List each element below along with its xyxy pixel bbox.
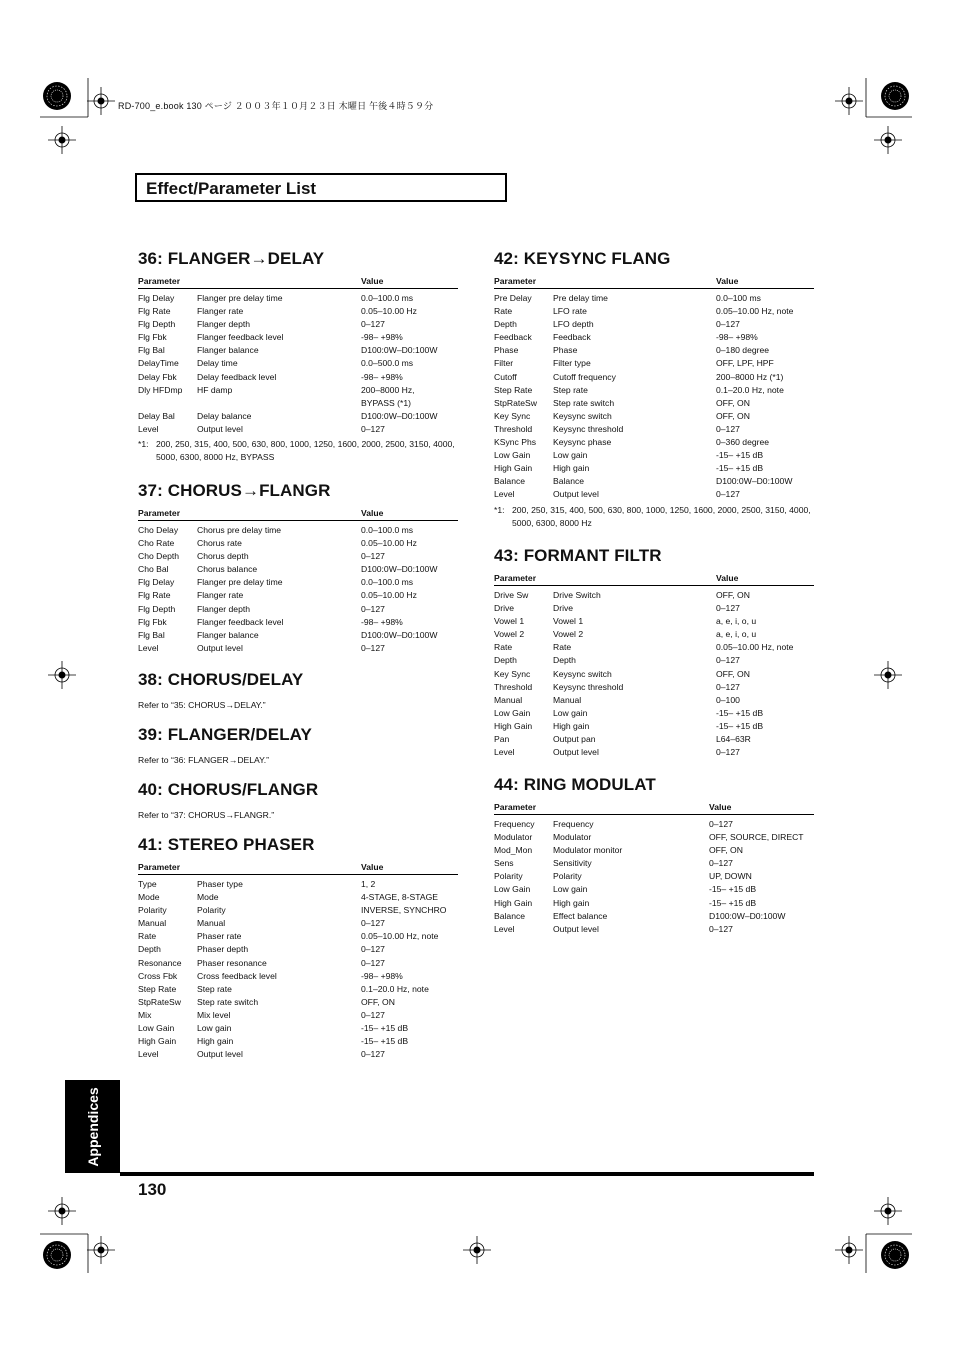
param-value: 0.0–500.0 ms [361,358,414,369]
param-abbrev: Manual [138,918,167,929]
param-description: Step rate switch [553,397,615,408]
side-tab-label: Appendices [84,1086,101,1167]
param-description: Flanger feedback level [197,616,284,627]
param-description: Depth [553,655,576,666]
param-value: 0–127 [709,819,733,829]
param-value: 0–127 [361,642,385,653]
param-description: Feedback [553,332,591,343]
param-value: 0–127 [361,319,385,330]
param-description: Delay balance [197,410,252,421]
param-description: Drive [553,603,574,614]
param-abbrev: Flg Fbk [138,332,167,343]
param-value: 0–127 [361,1049,385,1060]
param-description: Mode [197,892,219,903]
param-value: D100:0W–D0:100W [716,476,793,487]
param-value: -98– +98% [361,616,403,627]
param-abbrev: Cross Fbk [138,970,178,981]
param-value: D100:0W–D0:100W [361,629,438,640]
param-value: -98– +98% [361,970,403,981]
param-description: Keysync switch [553,668,612,679]
param-value: D100:0W–D0:100W [361,345,438,356]
param-value: OFF, ON [709,845,743,856]
param-abbrev: Pan [494,734,510,745]
param-value: OFF, ON [716,410,750,421]
param-description: Keysync switch [553,410,612,421]
param-value: INVERSE, SYNCHRO [361,905,447,916]
param-abbrev: Delay Bal [138,410,175,421]
param-abbrev: Depth [494,319,517,330]
param-abbrev: Cutoff [494,371,517,382]
param-value: -15– +15 dB [709,884,757,895]
param-value: 0–127 [716,747,740,758]
param-value: 1, 2 [361,879,376,889]
param-value: 0–127 [716,603,740,614]
param-description: LFO depth [553,319,594,330]
param-value: OFF, SOURCE, DIRECT [709,832,804,843]
param-abbrev: Threshold [494,423,533,434]
param-value: OFF, LPF, HPF [716,358,774,369]
param-abbrev: Filter [494,358,514,369]
param-abbrev: Rate [494,642,513,653]
param-description: High gain [553,463,590,474]
param-description: Sensitivity [553,858,592,869]
param-abbrev: Level [494,747,515,758]
param-description: Phaser rate [197,931,242,942]
param-value: 4-STAGE, 8-STAGE [361,892,439,903]
param-abbrev: Flg Bal [138,345,165,356]
param-description: Low gain [553,450,588,461]
registration-cross-icon [48,126,76,154]
param-description: Output level [197,423,243,434]
param-value: a, e, i, o, u [716,629,757,640]
param-description: Step rate [197,983,232,994]
param-description: Keysync threshold [553,423,624,434]
param-value: -15– +15 dB [716,720,764,731]
block-title: 38: CHORUS/DELAY [138,670,304,689]
param-value: 0.0–100.0 ms [361,525,414,535]
param-value: -98– +98% [361,371,403,382]
param-description: Low gain [553,884,588,895]
param-value: OFF, ON [361,996,395,1007]
param-value: 0–127 [716,655,740,666]
block-title: 41: STEREO PHASER [138,835,315,854]
param-description: Low gain [553,707,588,718]
param-value: 0–127 [361,1009,385,1020]
param-description: Phaser type [197,879,243,889]
param-value: 0–127 [709,923,733,934]
column-header-value: Value [716,573,814,586]
param-abbrev: Flg Rate [138,590,171,601]
param-description: Output level [553,747,599,758]
registration-cross-icon [874,126,902,154]
param-description: Flanger pre delay time [197,577,283,588]
block-title: 37: CHORUS→FLANGR [138,481,331,500]
print-header: RD-700_e.book 130 ページ ２００３年１０月２３日 木曜日 午後４時５９分 [118,101,434,111]
param-description: Vowel 2 [553,629,584,640]
param-abbrev: Delay Fbk [138,371,177,382]
param-abbrev: Cho Depth [138,551,180,562]
param-description: Rate [553,642,572,653]
column-header-parameter: Parameter [138,276,197,289]
refer-text: Refer to “37: CHORUS→FLANGR.” [138,810,275,820]
param-abbrev: Low Gain [138,1023,175,1034]
param-abbrev: StpRateSw [138,996,181,1007]
param-abbrev: Sens [494,858,514,869]
param-value: D100:0W–D0:100W [361,410,438,421]
param-description: LFO rate [553,306,587,317]
param-abbrev: Polarity [494,871,523,882]
param-abbrev: Frequency [494,819,535,829]
param-value: -15– +15 dB [709,897,757,908]
param-abbrev: Balance [494,476,526,487]
param-abbrev: Level [138,642,159,653]
param-description: Keysync threshold [553,681,624,692]
param-description: Manual [197,918,226,929]
param-abbrev: Cho Delay [138,525,179,535]
param-value: 0.05–10.00 Hz [361,538,417,549]
param-abbrev: Dly HFDmp [138,384,183,395]
param-value: 0–127 [361,918,385,929]
registration-cross-icon [463,1236,491,1264]
param-description: Keysync phase [553,437,612,448]
column-header-parameter: Parameter [138,508,197,521]
param-description: Flanger feedback level [197,332,284,343]
param-description: Flanger depth [197,319,251,330]
param-abbrev: Phase [494,345,519,356]
param-value: 0.05–10.00 Hz [361,590,417,601]
param-value: 0–127 [361,944,385,955]
registration-cross-icon [835,87,863,115]
param-description: Chorus balance [197,564,258,575]
param-abbrev: Feedback [494,332,532,343]
param-value: D100:0W–D0:100W [709,910,786,921]
registration-cross-icon [874,661,902,689]
registration-cross-icon [48,661,76,689]
block-title: 43: FORMANT FILTR [494,546,662,565]
param-value: 0–127 [716,319,740,330]
param-value: L64–63R [716,734,751,745]
block-title: 39: FLANGER/DELAY [138,725,312,744]
section-title: Effect/Parameter List [146,179,317,198]
footnote-text: 200, 250, 315, 400, 500, 630, 800, 1000, 1250, 1600, 2000, 2500, 3150, 4000, 5000, 6300, 8000 Hz [512,504,811,528]
registration-cross-icon [48,1197,76,1225]
param-abbrev: Vowel 1 [494,616,525,627]
column-header-value: Value [716,276,814,289]
param-description: Step rate switch [197,996,259,1007]
param-description: Output level [553,489,599,500]
param-value: 0.1–20.0 Hz, note [361,983,429,994]
param-description: Pre delay time [553,293,608,303]
param-value: 0–127 [361,423,385,434]
param-abbrev: Drive [494,603,515,614]
param-value: 0–127 [361,551,385,562]
param-value: D100:0W–D0:100W [361,564,438,575]
column-header-value: Value [361,862,458,875]
param-abbrev: Depth [494,655,517,666]
param-value: 0–360 degree [716,437,770,448]
registration-burst-icon [881,1241,909,1269]
param-description: High gain [197,1036,234,1047]
param-description: Mix level [197,1009,231,1020]
param-abbrev: Type [138,879,157,889]
param-description: HF damp [197,384,233,395]
param-abbrev: Level [494,489,515,500]
param-abbrev: Level [138,1049,159,1060]
param-value: 0.05–10.00 Hz, note [716,306,794,317]
param-value: 0.05–10.00 Hz, note [361,931,439,942]
param-description: Phaser resonance [197,957,267,968]
param-abbrev: Modulator [494,832,533,843]
param-description: Flanger rate [197,590,244,601]
param-abbrev: Polarity [138,905,167,916]
param-description: Filter type [553,358,591,369]
param-description: Flanger depth [197,603,251,614]
param-abbrev: Mod_Mon [494,845,533,856]
param-abbrev: Depth [138,944,161,955]
param-abbrev: Low Gain [494,450,531,461]
param-value: 0.0–100.0 ms [361,577,414,588]
param-abbrev: High Gain [494,463,533,474]
column-header-value: Value [709,802,814,815]
param-value: -15– +15 dB [716,463,764,474]
param-value: 0–127 [716,681,740,692]
param-value: 0–100 [716,694,740,705]
param-abbrev: Low Gain [494,884,531,895]
param-description: Flanger pre delay time [197,293,283,303]
param-value: OFF, ON [716,590,750,600]
param-value: 0.05–10.00 Hz, note [716,642,794,653]
column-header-parameter: Parameter [494,276,553,289]
param-value: 200–8000 Hz (*1) [716,371,784,382]
footnote-mark: *1: [138,439,149,450]
param-value: OFF, ON [716,668,750,679]
param-abbrev: Rate [138,931,157,942]
param-value: 0–127 [361,957,385,968]
param-description: Flanger balance [197,345,259,356]
param-description: Chorus pre delay time [197,525,282,535]
registration-cross-icon [87,1236,115,1264]
param-description: Phase [553,345,578,356]
param-abbrev: Cho Bal [138,564,169,575]
param-abbrev: Level [138,423,159,434]
param-value: 0–127 [716,423,740,434]
registration-cross-icon [835,1236,863,1264]
param-abbrev: Step Rate [494,384,533,395]
param-description: Balance [553,476,585,487]
refer-text: Refer to “36: FLANGER→DELAY.” [138,755,270,765]
param-description: High gain [553,720,590,731]
param-abbrev: Drive Sw [494,590,529,600]
param-abbrev: High Gain [494,897,533,908]
registration-cross-icon [87,87,115,115]
param-value: 0.0–100 ms [716,293,761,303]
param-abbrev: Flg Rate [138,306,171,317]
param-value: UP, DOWN [709,871,752,882]
column-header-parameter: Parameter [494,802,553,815]
param-description: Flanger rate [197,306,244,317]
param-value: OFF, ON [716,397,750,408]
param-abbrev: Pre Delay [494,293,532,303]
column-header-value: Value [361,276,458,289]
param-abbrev: High Gain [494,720,533,731]
param-description: Cutoff frequency [553,371,616,382]
block-title: 44: RING MODULAT [494,775,656,794]
param-abbrev: StpRateSw [494,397,537,408]
param-abbrev: Flg Depth [138,603,176,614]
param-description: Polarity [197,905,226,916]
registration-cross-icon [874,1197,902,1225]
param-abbrev: Flg Fbk [138,616,167,627]
param-description: Manual [553,694,582,705]
param-description: Frequency [553,819,594,829]
param-description: Output level [197,1049,243,1060]
param-description: Delay time [197,358,238,369]
param-description: Phaser depth [197,944,249,955]
param-value: -15– +15 dB [361,1023,409,1034]
param-description: Step rate [553,384,588,395]
param-abbrev: Resonance [138,957,182,968]
param-description: Effect balance [553,910,608,921]
param-abbrev: Low Gain [494,707,531,718]
param-abbrev: Mix [138,1009,152,1020]
param-abbrev: High Gain [138,1036,177,1047]
footnote-text: 200, 250, 315, 400, 500, 630, 800, 1000, 1250, 1600, 2000, 2500, 3150, 4000, 5000, 6300, 8000 Hz, BYPASS [156,439,455,463]
param-value: 0–180 degree [716,345,770,356]
registration-burst-icon [881,82,909,110]
param-description: Vowel 1 [553,616,584,627]
param-abbrev: Flg Delay [138,577,175,588]
param-abbrev: Flg Depth [138,319,176,330]
footnote-mark: *1: [494,504,505,515]
registration-burst-icon [43,82,71,110]
param-abbrev: Rate [494,306,513,317]
param-value: a, e, i, o, u [716,616,757,627]
param-description: Drive Switch [553,590,601,600]
param-abbrev: Level [494,923,515,934]
param-value: -15– +15 dB [361,1036,409,1047]
param-description: High gain [553,897,590,908]
param-abbrev: Flg Bal [138,629,165,640]
block-title: 40: CHORUS/FLANGR [138,780,319,799]
param-value: 0–127 [709,858,733,869]
page-number: 130 [138,1180,167,1199]
param-value: 0–127 [716,489,740,500]
param-description: Output pan [553,734,596,745]
param-description: Modulator monitor [553,845,623,856]
param-abbrev: Key Sync [494,410,531,421]
param-description: Delay feedback level [197,371,277,382]
param-abbrev: DelayTime [138,358,179,369]
param-abbrev: Key Sync [494,668,531,679]
param-description: Flanger balance [197,629,259,640]
param-description: Modulator [553,832,592,843]
param-abbrev: Threshold [494,681,533,692]
block-title: 42: KEYSYNC FLANG [494,249,671,268]
param-value: -98– +98% [361,332,403,343]
param-value: BYPASS (*1) [361,397,411,408]
param-abbrev: Step Rate [138,983,177,994]
param-value: -15– +15 dB [716,707,764,718]
param-value: 0.0–100.0 ms [361,293,414,303]
param-value: 200–8000 Hz, [361,384,415,395]
param-description: Polarity [553,871,582,882]
param-value: 0.05–10.00 Hz [361,306,417,317]
column-header-value: Value [361,508,458,521]
param-value: 0.1–20.0 Hz, note [716,384,784,395]
param-abbrev: Flg Delay [138,293,175,303]
param-description: Output level [197,642,243,653]
param-description: Output level [553,923,599,934]
column-header-parameter: Parameter [494,573,553,586]
param-description: Low gain [197,1023,232,1034]
param-abbrev: Manual [494,694,523,705]
param-abbrev: Mode [138,892,160,903]
param-description: Cross feedback level [197,970,277,981]
block-title: 36: FLANGER→DELAY [138,249,325,268]
column-header-parameter: Parameter [138,862,197,875]
registration-burst-icon [43,1241,71,1269]
param-description: Chorus depth [197,551,249,562]
param-abbrev: Vowel 2 [494,629,525,640]
param-value: 0–127 [361,603,385,614]
param-value: -98– +98% [716,332,758,343]
param-abbrev: Cho Rate [138,538,175,549]
param-abbrev: KSync Phs [494,437,537,448]
param-abbrev: Balance [494,910,526,921]
param-value: -15– +15 dB [716,450,764,461]
param-description: Chorus rate [197,538,242,549]
refer-text: Refer to “35: CHORUS→DELAY.” [138,700,266,710]
